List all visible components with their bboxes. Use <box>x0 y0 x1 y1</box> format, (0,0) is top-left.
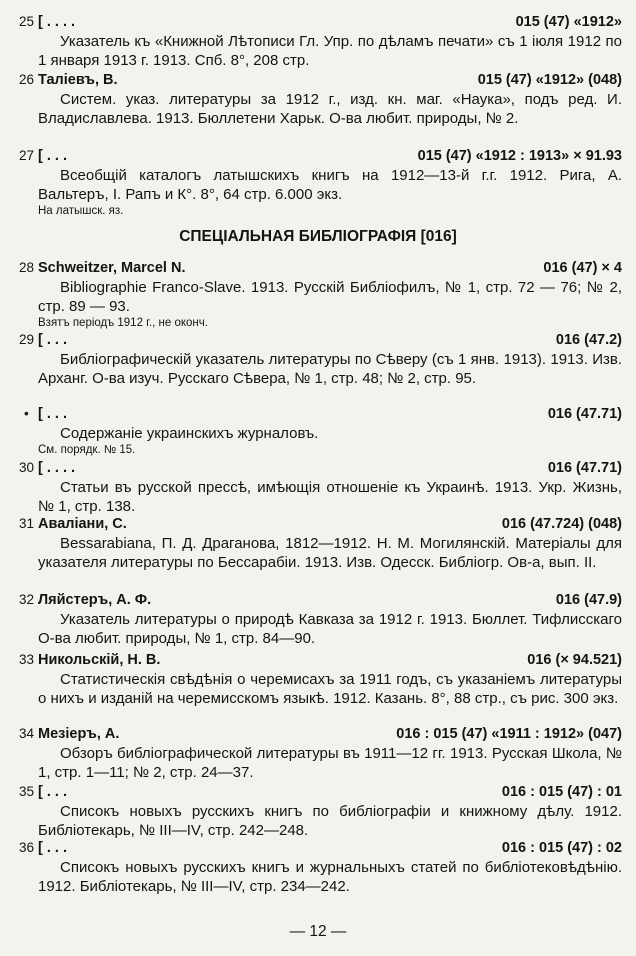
entry-text: Списокъ новыхъ русскихъ книгъ и журнальныхъ статей по библіотековѣдѣнію. 1912. Библіотекарь, № III—IV, стр. 234—242. <box>38 859 622 895</box>
entry-number: 30 <box>18 460 34 475</box>
entry-34 <box>0 724 636 782</box>
entry-author: Таліевъ, В. <box>38 72 118 88</box>
entry-author: Аваліани, С. <box>38 516 127 532</box>
entry-udc: 016 (47) × 4 <box>543 260 622 276</box>
page-number: — 12 — <box>289 923 347 940</box>
entry-udc: 015 (47) «1912» (048) <box>477 72 622 88</box>
entry-udc: 016 (47.9) <box>555 592 622 608</box>
entry-author: [ . . . <box>38 784 67 800</box>
entry-udc: 015 (47) «1912» <box>515 14 622 30</box>
entry-number: 36 <box>18 840 34 855</box>
entry-number: 31 <box>18 516 34 531</box>
entry-text: Содержаніе украинскихъ журналовъ. <box>60 425 319 442</box>
entry-udc: 016 (47.71) <box>547 460 622 476</box>
entry-text: Библіографическій указатель литературы по Сѣверу (съ 1 янв. 1913). 1913. Изв. Арханг. О-ва изуч. Русскаго Сѣвера, № 1, стр. 48; № 2, стр. 95. <box>38 351 622 387</box>
entry-28 <box>0 258 636 331</box>
entry-number: 34 <box>18 726 34 741</box>
entry-35 <box>0 782 636 840</box>
entry-udc: 015 (47) «1912 : 1913» × 91.93 <box>417 148 622 164</box>
entry-note: Взятъ періодъ 1912 г., не оконч. <box>38 317 208 329</box>
entry-note: См. порядк. № 15. <box>38 444 136 456</box>
entry-text: Статистическія свѣдѣнія о черемисахъ за 1911 годъ, съ указаніемъ литературы о нихъ и изданій на черемисскомъ языкѣ. 1912. Казань. 8°, 88 стр., съ рис. 300 экз. <box>38 671 622 707</box>
entry-number: 29 <box>18 332 34 347</box>
entry-number: 26 <box>18 72 34 87</box>
entry-text: Указатель литературы о природѣ Кавказа за 1912 г. 1913. Бюллет. Тифлисскаго О-ва любит. природы, № 1, стр. 84—90. <box>38 611 622 647</box>
entry-udc: 016 : 015 (47) «1911 : 1912» (047) <box>396 726 622 742</box>
entry-number: 32 <box>18 592 34 607</box>
entry-author: Ляйстеръ, А. Ф. <box>38 592 152 608</box>
entry-number: 25 <box>18 14 34 29</box>
entry-cross-reference <box>0 404 636 458</box>
entry-author: [ . . . . <box>38 460 76 476</box>
entry-text: Списокъ новыхъ русскихъ книгъ по библіографіи и книжному дѣлу. 1912. Библіотекарь, № III—IV, стр. 242—248. <box>38 803 622 839</box>
entry-author: Никольскій, Н. В. <box>38 652 161 668</box>
entry-26 <box>0 70 636 128</box>
entry-udc: 016 (47.2) <box>555 332 622 348</box>
entry-text: Bessarabiana, П. Д. Драганова, 1812—1912. Н. М. Могилянскій. Матеріалы для указателя литературы по Бессарабіи. 1913. Изв. Одесск. Библіогр. Ов-а, вып. II. <box>38 535 622 571</box>
entry-number: 35 <box>18 784 34 799</box>
entry-author: [ . . . <box>38 148 67 164</box>
entry-udc: 016 (× 94.521) <box>527 652 622 668</box>
entry-udc: 016 (47.71) <box>547 406 622 422</box>
cross-reference-marker: • <box>24 406 29 421</box>
entry-number: 27 <box>18 148 34 163</box>
entry-text: Всеобщій каталогъ латышскихъ книгъ на 1912—13-й г.г. 1912. Рига, А. Вальтеръ, І. Рапъ и К°. 8°, 64 стр. 6.000 экз. <box>38 167 622 203</box>
entry-udc: 016 (47.724) (048) <box>501 516 622 532</box>
entry-text: Bibliographie Franco-Slave. 1913. Русскій Библіофилъ, № 1, стр. 72 — 76; № 2, стр. 89 — 93. <box>38 279 622 315</box>
entry-30 <box>0 458 636 516</box>
entry-note: На латышск. яз. <box>38 205 124 217</box>
entry-text: Систем. указ. литературы за 1912 г., изд. кн. маг. «Наука», подъ ред. И. Владиславлева. 1913. Бюллетени Харьк. О-ва любит. природы, № 2. <box>38 91 622 127</box>
entry-author: Мезіеръ, А. <box>38 726 120 742</box>
entry-27 <box>0 146 636 219</box>
entry-31 <box>0 514 636 572</box>
entry-text: Указатель къ «Книжной Лѣтописи Гл. Упр. по дѣламъ печати» съ 1 іюля 1912 по 1 января 1913 г. 1913. Спб. 8°, 208 стр. <box>38 33 622 69</box>
entry-author: [ . . . <box>38 840 67 856</box>
section-heading: СПЕЦІАЛЬНАЯ БИБЛІОГРАФІЯ [016] <box>179 228 457 245</box>
entry-32 <box>0 590 636 648</box>
entry-33 <box>0 650 636 708</box>
entry-udc: 016 : 015 (47) : 01 <box>501 784 622 800</box>
entry-author: [ . . . . <box>38 14 76 30</box>
entry-number: 28 <box>18 260 34 275</box>
entry-udc: 016 : 015 (47) : 02 <box>501 840 622 856</box>
entry-29 <box>0 330 636 388</box>
entry-text: Обзоръ библіографической литературы въ 1911—12 гг. 1913. Русская Школа, № 1, стр. 1—11; № 2, стр. 24—37. <box>38 745 622 781</box>
entry-36 <box>0 838 636 896</box>
entry-author: [ . . . <box>38 332 67 348</box>
entry-text: Статьи въ русской прессѣ, имѣющія отношеніе къ Украинѣ. 1913. Укр. Жизнь, № 1, стр. 138. <box>38 479 622 515</box>
entry-author: Schweitzer, Marcel N. <box>38 260 186 276</box>
entry-author: [ . . . <box>38 406 67 422</box>
entry-number: 33 <box>18 652 34 667</box>
entry-25 <box>0 12 636 70</box>
